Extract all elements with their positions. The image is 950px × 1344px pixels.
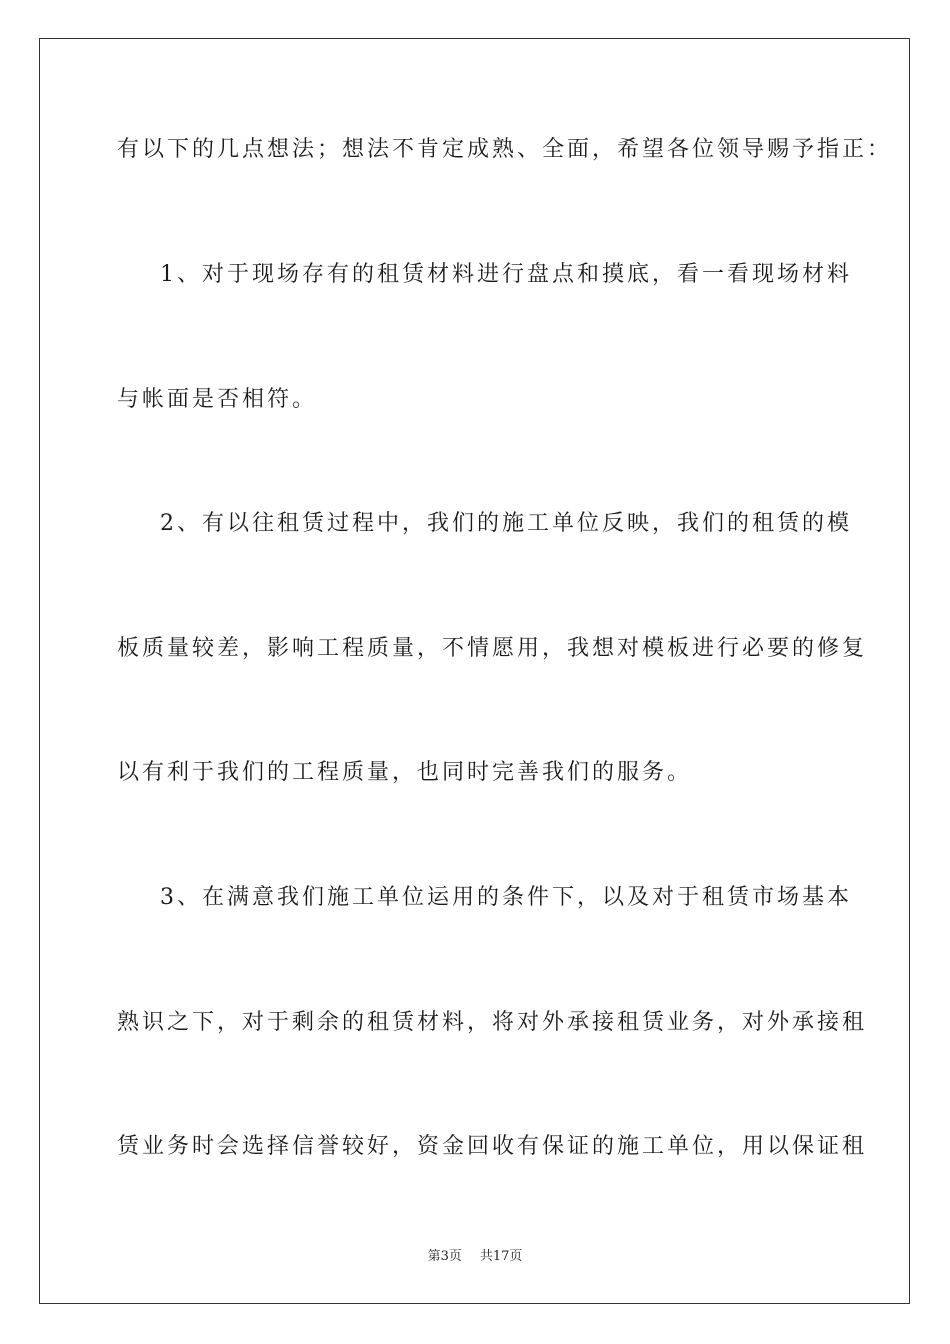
page-footer xyxy=(0,1248,950,1266)
paragraph-line-4: 2、有以往租赁过程中，我们的施工单位反映，我们的租赁的模 xyxy=(160,511,852,536)
paragraph-line-3: 与帐面是否相符。 xyxy=(117,387,318,412)
paragraph-line-6: 以有利于我们的工程质量，也同时完善我们的服务。 xyxy=(117,760,693,785)
page-number: 第3页 xyxy=(427,1249,462,1264)
page-total: 共17页 xyxy=(479,1249,523,1264)
paragraph-line-5: 板质量较差，影响工程质量，不情愿用，我想对模板进行必要的修复 xyxy=(117,636,868,661)
paragraph-line-1: 有以下的几点想法；想法不肯定成熟、全面，希望各位领导赐予指正： xyxy=(117,137,893,162)
paragraph-line-7: 3、在满意我们施工单位运用的条件下，以及对于租赁市场基本 xyxy=(160,885,852,910)
paragraph-line-9: 赁业务时会选择信誉较好，资金回收有保证的施工单位，用以保证租 xyxy=(117,1134,868,1159)
paragraph-line-2: 1、对于现场存有的租赁材料进行盘点和摸底，看一看现场材料 xyxy=(160,262,852,287)
paragraph-line-8: 熟识之下，对于剩余的租赁材料，将对外承接租赁业务，对外承接租 xyxy=(117,1010,868,1035)
page-border xyxy=(39,38,910,1304)
